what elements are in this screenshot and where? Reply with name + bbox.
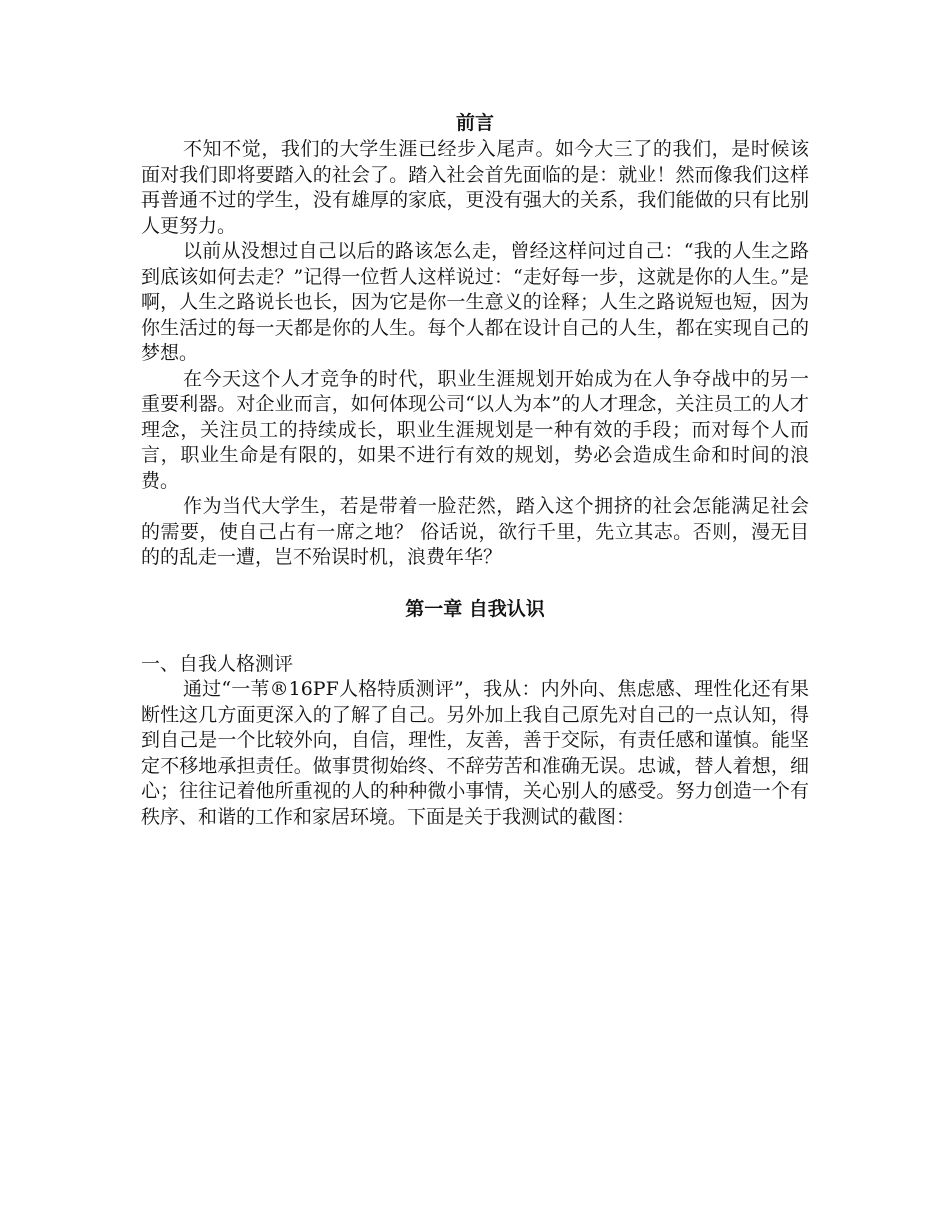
section-paragraph: 通过“一苇®16PF人格特质测评”，我从：内外向、焦虑感、理性化还有果断性这几方面更深入的了解了自己。另外加上我自己原先对自己的一点认知，得到自己是一个比较外向，自信，理性，友善，善于交际，有责任感和谨慎。能坚定不移地承担责任。做事贯彻始终、不辞劳苦和准确无误。忠诚，替人着想，细心；往往记着他所重视的人的种种微小事情，关心别人的感受。努力创造一个有秩序、和谐的工作和家居环境。下面是关于我测试的截图： (141, 678, 809, 828)
preface-title: 前言 (455, 112, 494, 134)
preface-paragraph-1: 不知不觉，我们的大学生涯已经步入尾声。如今大三了的我们，是时候该面对我们即将要踏入的社会了。踏入社会首先面临的是：就业！然而像我们这样再普通不过的学生，没有雄厚的家底，更没有强大的关系，我们能做的只有比别人更努力。 (141, 138, 809, 237)
preface-paragraph-3: 在今天这个人才竞争的时代，职业生涯规划开始成为在人争夺战中的另一重要利器。对企业而言，如何体现公司“以人为本”的人才理念，关注员工的人才理念，关注员工的持续成长，职业生涯规划是一种有效的手段；而对每个人而言，职业生命是有限的，如果不进行有效的规划，势必会造成生命和时间的浪费。 (141, 367, 809, 492)
chapter-title: 第一章 自我认识 (405, 597, 545, 620)
document-page (141, 110, 809, 830)
preface-paragraph-4: 作为当代大学生，若是带着一脸茫然，踏入这个拥挤的社会怎能满足社会的需要，使自己占有一席之地？ 俗话说，欲行千里，先立其志。否则，漫无目的的乱走一遭，岂不殆误时机，浪费年华？ (141, 495, 809, 568)
preface-paragraph-2: 以前从没想过自己以后的路该怎么走，曾经这样问过自己：“我的人生之路到底该如何去走？”记得一位哲人这样说过：“走好每一步，这就是你的人生。”是啊，人生之路说长也长，因为它是你一生意义的诠释；人生之路说短也短，因为你生活过的每一天都是你的人生。每个人都在设计自己的人生，都在实现自己的梦想。 (141, 240, 809, 364)
section-heading: 一、自我人格测评 (141, 652, 294, 675)
